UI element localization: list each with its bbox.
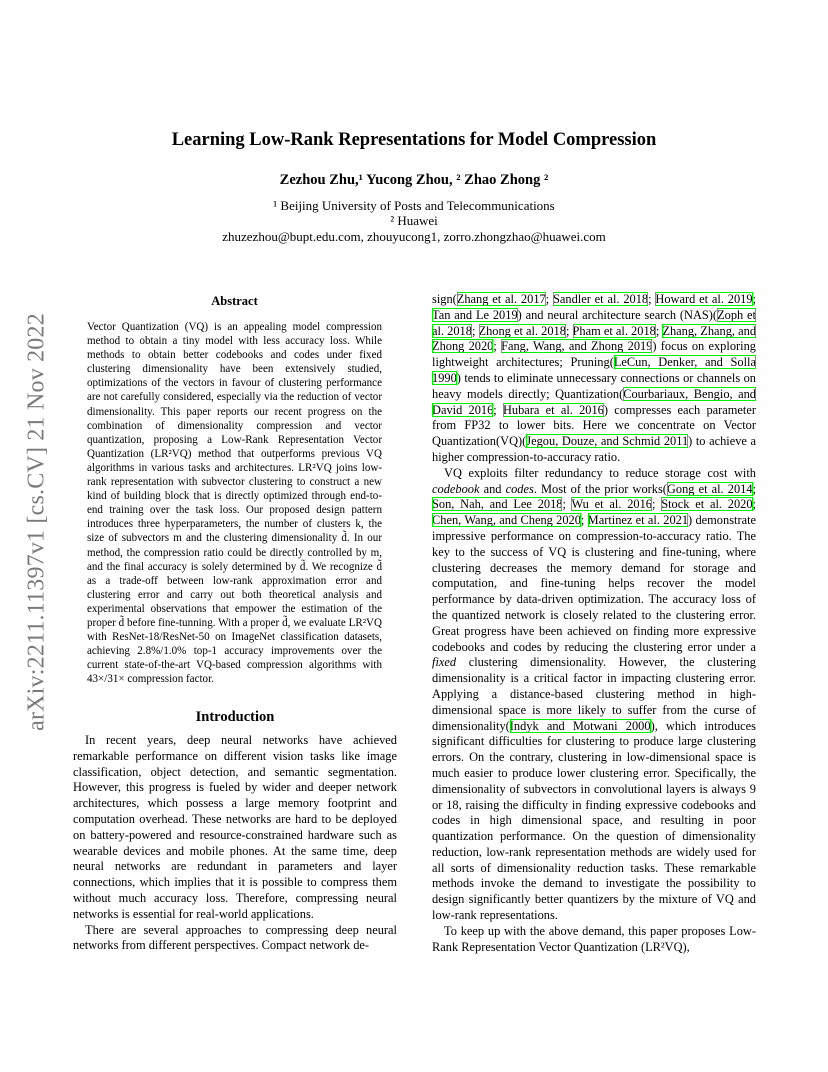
citation-link[interactable]: Hubara et al. 2016	[502, 402, 604, 417]
citation-link[interactable]: Sandler et al. 2018	[553, 292, 649, 306]
citation-link[interactable]: Gong et al. 2014	[666, 481, 753, 496]
citation-link[interactable]: Courbariaux, Bengio, and David 2016	[432, 386, 756, 417]
right-column-body	[432, 292, 756, 955]
citation-link[interactable]: Zhang et al. 2017	[456, 292, 546, 306]
citation-link[interactable]: Son, Nah, and Lee 2018	[432, 497, 563, 512]
paper-title: Learning Low-Rank Representations for Model Compression	[171, 130, 657, 150]
author-emails: zhuzezhou@bupt.edu.com, zhouyucong1, zorro.zhongzhao@huawei.com	[222, 229, 606, 244]
abstract-heading: Abstract	[211, 294, 258, 308]
author-list: Zezhou Zhu,¹ Yucong Zhou, ² Zhao Zhong ²	[279, 172, 549, 188]
citation-link[interactable]: Chen, Wang, and Cheng 2020	[432, 513, 581, 528]
citation-link[interactable]: Stock et al. 2020	[661, 497, 753, 512]
right-paragraph-1: sign(Zhang et al. 2017; Sandler et al. 2018; Howard et al. 2019; Tan and Le 2019) and neural architecture search (NAS)(Zoph et al. 2018; Zhong et al. 2018; Pham et al. 2018; Zhang, Zhang, and Zhong 2020; Fang, Wang, and Zhong 2019) focus on exploring lightweight architectures; Pruning(LeCun, Denker, and Solla 1990) tends to eliminate unnecessary connections or channels on heavy models directly; Quantization(Courbariaux, Bengio, and David 2016; Hubara et al. 2016) compresses each parameter from FP32 to lower bits. Here we concentrate on Vector Quantization(VQ)(Jegou, Douze, and Schmid 2011) to achieve a higher compression-to-accuracy ratio.	[432, 292, 757, 464]
abstract-text: Vector Quantization (VQ) is an appealing model compression method to obtain a tiny model with less accuracy loss. While methods to obtain better codebooks and codes under fixed clustering dimensionality have been extensively studied, optimizations of the vectors in favour of clustering performance are not carefully considered, especially via the reduction of vector dimensionality. This paper reports our recent progress on the combination of dimensionality compression and vector quantization, proposing a Low-Rank Representation Vector Quantization (LR²VQ) method that outperforms previous VQ algorithms in various tasks and architectures. LR²VQ joins low-rank representation with subvector clustering to construct a new kind of building block that is directly optimized through end-to-end training over the task loss. Our proposed design pattern introduces three hyperparameters, the number of clusters k, the size of subvectors m and the clustering dimensionality d̃. In our method, the compression ratio could be directly controlled by m, and the final accuracy is solely determined by d̃. We recognize d̃ as a trade-off between low-rank approximation error and clustering error and carry out both theoretical analysis and experimental observations that empower the estimation of the proper d̃ before fine-tunning. With a proper d̃, we evaluate LR²VQ with ResNet-18/ResNet-50 on ImageNet classification datasets, achieving 2.8%/1.0% top-1 accuracy improvements over the current state-of-the-art VQ-based compression algorithms with 43×/31× compression factor.	[87, 321, 382, 686]
introduction-heading: Introduction	[195, 709, 275, 725]
affiliation-1: ¹ Beijing University of Posts and Telecommunications	[273, 198, 555, 213]
citation-link[interactable]: Tan and Le 2019	[432, 307, 518, 322]
citation-link[interactable]: Pham et al. 2018	[572, 323, 656, 338]
citation-link[interactable]: Martinez et al. 2021	[587, 513, 689, 528]
citation-link[interactable]: LeCun, Denker, and Solla 1990	[432, 355, 756, 385]
citation-link[interactable]: Fang, Wang, and Zhong 2019	[501, 339, 653, 354]
citation-link[interactable]: Zoph et al. 2018	[432, 307, 756, 338]
citation-link[interactable]: Indyk and Motwani 2000	[509, 718, 651, 733]
citation-link[interactable]: Zhang, Zhang, and Zhong 2020	[432, 323, 757, 354]
right-paragraph-2: VQ exploits filter redundancy to reduce storage cost with codebook and codes. Most of the prior works(Gong et al. 2014; Son, Nah, and Lee 2018; Wu et al. 2016; Stock et al. 2020; Chen, Wang, and Cheng 2020; Martinez et al. 2021) demonstrate impressive performance on compression-to-accuracy ratio. The key to the success of VQ is clustering and fine-tuning, where clustering decreases the memory demand for storage and computation, and fine-tuning helps recover the model performance by data-driven optimization. The accuracy loss of the quantized network is closely related to the clustering error. Great progress have been achieved on finding more expressive codebooks and codes by reducing the clustering error under a fixed clustering dimensionality. However, the clustering dimensionality is a critical factor in impacting clustering error. Applying a distance-based clustering method in high-dimensional space is more likely to suffer from the curse of dimensionality(Indyk and Motwani 2000), which introduces significant difficulties for clustering to produce large clustering errors. On the contrary, clustering in low-dimensional space is much easier to produce lower clustering error. Specifically, the dimensionality of subvectors in convolutional layers is always 9 or 18, raising the difficulty in finding expressive codebooks and codes in high dimensional space, and resulting in poor quantization performance. On the question of dimensionality reduction, low-rank representation methods are widely used for all sorts of dimensionality reduction tasks. These remarkable methods invoke the demand to investigate the possibility to design significantly better quantizers by the mixture of VQ and low-rank representations.	[432, 465, 757, 923]
intro-paragraph-2: There are several approaches to compressing deep neural networks from different perspectives. Compact network de-	[73, 922, 397, 953]
arxiv-stamp	[23, 283, 50, 761]
affiliation-2: ² Huawei	[390, 213, 438, 228]
arxiv-id-label: arXiv:2211.11397v1 [cs.CV] 21 Nov 2022	[23, 313, 50, 731]
right-paragraph-3: To keep up with the above demand, this paper proposes Low-Rank Representation Vector Quantization (LR²VQ),	[432, 923, 756, 954]
citation-link[interactable]: Wu et al. 2016	[571, 497, 652, 512]
left-column-body	[73, 733, 397, 954]
intro-paragraph-1: In recent years, deep neural networks have achieved remarkable performance on different vision tasks like image classification, object detection, and semantic segmentation. However, this progress is fueled by wider and deeper network architectures, which possess a large memory footprint and computation overhead. These networks are hard to be deployed on battery-powered and resource-constrained hardware such as wearable devices and mobile phones. At the same time, deep neural networks are redundant in parameters and layer connections, which implies that it is possible to compress them without much accuracy loss. Therefore, compressing neural networks is essential for real-world applications.	[73, 733, 397, 921]
citation-link[interactable]: Zhong et al. 2018	[478, 323, 566, 338]
citation-link[interactable]: Howard et al. 2019	[655, 292, 753, 306]
citation-link[interactable]: Jegou, Douze, and Schmid 2011	[526, 434, 689, 449]
